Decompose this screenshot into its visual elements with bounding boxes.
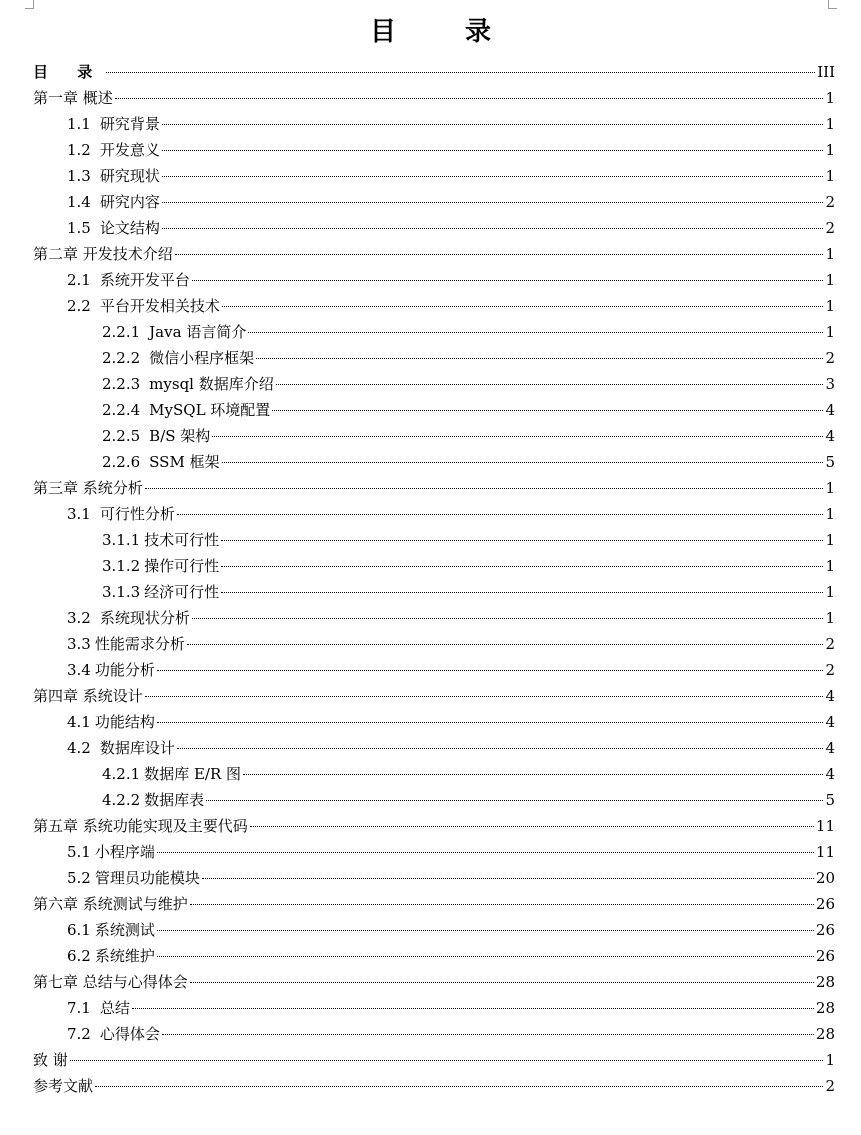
dot-leader xyxy=(212,436,823,437)
toc-entry-number: 2.2.5 xyxy=(102,427,141,445)
toc-entry-title xyxy=(67,163,160,189)
toc-entry-text: 第七章 总结与心得体会 xyxy=(33,973,188,991)
toc-entry[interactable] xyxy=(33,501,835,527)
toc-entry-text: 功能分析 xyxy=(94,661,155,679)
toc-entry-title xyxy=(102,319,246,345)
toc-entry[interactable] xyxy=(33,735,835,761)
dot-leader xyxy=(272,410,823,411)
toc-entry-page-number: 26 xyxy=(815,921,835,939)
dot-leader xyxy=(221,592,823,593)
toc-entry-text: 总结 xyxy=(99,999,130,1017)
toc-entry-title xyxy=(67,735,175,761)
toc-entry-page-number: 26 xyxy=(815,895,835,913)
toc-entry-text: 第五章 系统功能实现及主要代码 xyxy=(33,817,248,835)
dot-leader xyxy=(132,1008,814,1009)
toc-entry-title xyxy=(102,787,204,813)
toc-entry-title xyxy=(102,527,219,553)
toc-entry-number: 7.1 xyxy=(67,999,91,1017)
toc-entry[interactable] xyxy=(33,761,835,787)
toc-entry-page-number: 1 xyxy=(825,323,835,341)
toc-entry-text: 第六章 系统测试与维护 xyxy=(33,895,188,913)
toc-entry-title xyxy=(33,1047,68,1073)
toc-entry-title xyxy=(33,59,104,85)
dot-leader xyxy=(162,1034,814,1035)
toc-entry-number: 2.2.6 xyxy=(102,453,141,471)
toc-entry-number: 6.2 xyxy=(67,947,91,965)
toc-entry[interactable] xyxy=(33,189,835,215)
toc-entry-title xyxy=(67,189,160,215)
toc-entry-page-number: 1 xyxy=(825,167,835,185)
toc-entry[interactable] xyxy=(33,59,835,85)
toc-entry-page-number: III xyxy=(817,63,835,81)
toc-entry-page-number: 28 xyxy=(815,973,835,991)
toc-entry-text: 可行性分析 xyxy=(99,505,175,523)
toc-entry-page-number: 1 xyxy=(825,531,835,549)
toc-entry-page-number: 1 xyxy=(825,297,835,315)
toc-entry-title xyxy=(67,293,220,319)
toc-entry-text: 第四章 系统设计 xyxy=(33,687,143,705)
toc-entry[interactable] xyxy=(33,423,835,449)
toc-entry-page-number: 4 xyxy=(825,765,835,783)
toc-entry-page-number: 2 xyxy=(825,1077,835,1095)
toc-entry-title xyxy=(67,917,155,943)
toc-entry-text: 开发意义 xyxy=(99,141,160,159)
toc-entry[interactable] xyxy=(33,787,835,813)
toc-entry-page-number: 1 xyxy=(825,141,835,159)
toc-entry-title xyxy=(67,1021,160,1047)
toc-entry-text: MySQL 环境配置 xyxy=(149,401,271,419)
toc-entry-text: 性能需求分析 xyxy=(94,635,185,653)
toc-entry-number: 3.1.3 xyxy=(102,583,141,601)
toc-entry[interactable] xyxy=(33,579,835,605)
toc-entry-title xyxy=(102,761,241,787)
toc-entry-text: Java 语言简介 xyxy=(149,323,247,341)
dot-leader xyxy=(162,124,824,125)
toc-entry[interactable] xyxy=(33,397,835,423)
dot-leader xyxy=(256,358,823,359)
toc-entry[interactable] xyxy=(33,475,835,501)
dot-leader xyxy=(162,202,824,203)
toc-entry-title xyxy=(33,891,188,917)
toc-entry[interactable] xyxy=(33,449,835,475)
dot-leader xyxy=(190,904,814,905)
toc-entry-title xyxy=(102,449,220,475)
toc-entry[interactable] xyxy=(33,605,835,631)
toc-entry-text: 微信小程序框架 xyxy=(149,349,255,367)
toc-entry-page-number: 26 xyxy=(815,947,835,965)
toc-entry-number: 3.2 xyxy=(67,609,91,627)
toc-entry-title xyxy=(67,839,155,865)
toc-entry-text: B/S 架构 xyxy=(149,427,211,445)
toc-entry-text: 研究背景 xyxy=(99,115,160,133)
toc-entry[interactable] xyxy=(33,527,835,553)
toc-entry-text: 数据库 E/R 图 xyxy=(144,765,242,783)
toc-entry-page-number: 1 xyxy=(825,1051,835,1069)
toc-entry-text: 心得体会 xyxy=(99,1025,160,1043)
dot-leader xyxy=(95,1086,823,1087)
toc-entry-page-number: 28 xyxy=(815,999,835,1017)
toc-entry-page-number: 1 xyxy=(825,609,835,627)
toc-entry-title xyxy=(67,943,155,969)
toc-entry-title xyxy=(67,657,155,683)
toc-entry-text: 致 谢 xyxy=(33,1051,68,1069)
toc-entry-page-number: 2 xyxy=(825,661,835,679)
dot-leader xyxy=(175,254,824,255)
toc-entry-number: 1.4 xyxy=(67,193,91,211)
toc-entry-page-number: 5 xyxy=(825,453,835,471)
toc-entry-page-number: 1 xyxy=(825,479,835,497)
dot-leader xyxy=(192,280,824,281)
dot-leader xyxy=(190,982,814,983)
toc-entry[interactable] xyxy=(33,631,835,657)
dot-leader xyxy=(250,826,814,827)
toc-entry-page-number: 1 xyxy=(825,115,835,133)
toc-entry-page-number: 1 xyxy=(825,505,835,523)
dot-leader xyxy=(70,1060,824,1061)
toc-entry-text: 小程序端 xyxy=(94,843,155,861)
toc-entry-text: 第一章 概述 xyxy=(33,89,113,107)
dot-leader xyxy=(221,540,823,541)
toc-entry-page-number: 5 xyxy=(825,791,835,809)
dot-leader xyxy=(221,566,823,567)
toc-entry-text: 论文结构 xyxy=(99,219,160,237)
dot-leader xyxy=(157,852,814,853)
toc-entry-page-number: 1 xyxy=(825,245,835,263)
dot-leader xyxy=(222,462,824,463)
dot-leader xyxy=(202,878,814,879)
toc-entry-title xyxy=(102,553,219,579)
toc-entry[interactable] xyxy=(33,137,835,163)
toc-entry-number: 2.2.2 xyxy=(102,349,141,367)
toc-entry-title xyxy=(67,605,190,631)
dot-leader xyxy=(243,774,823,775)
toc-entry[interactable] xyxy=(33,1021,835,1047)
toc-entry[interactable] xyxy=(33,995,835,1021)
toc-entry-number: 3.1.2 xyxy=(102,557,141,575)
toc-entry-page-number: 1 xyxy=(825,89,835,107)
dot-leader xyxy=(115,98,824,99)
toc-entry-title xyxy=(67,501,175,527)
toc-entry-text: 管理员功能模块 xyxy=(94,869,200,887)
toc-entry-number: 2.2.1 xyxy=(102,323,141,341)
toc-entry-number: 1.2 xyxy=(67,141,91,159)
toc-entry-title xyxy=(67,709,155,735)
toc-entry-title xyxy=(33,241,173,267)
toc-entry[interactable] xyxy=(33,943,835,969)
toc-entry-text: 技术可行性 xyxy=(144,531,220,549)
dot-leader xyxy=(276,384,824,385)
toc-entry-text: 数据库设计 xyxy=(99,739,175,757)
toc-entry-page-number: 1 xyxy=(825,583,835,601)
toc-entry-text: 系统开发平台 xyxy=(99,271,190,289)
dot-leader xyxy=(157,670,824,671)
dot-leader xyxy=(157,722,824,723)
toc-entry-title xyxy=(33,813,248,839)
toc-entry[interactable] xyxy=(33,371,835,397)
toc-entry-page-number: 1 xyxy=(825,271,835,289)
toc-entry-number: 1.5 xyxy=(67,219,91,237)
dot-leader xyxy=(187,644,824,645)
table-of-contents xyxy=(33,59,835,1099)
toc-entry-number: 5.1 xyxy=(67,843,91,861)
toc-entry[interactable] xyxy=(33,1047,835,1073)
toc-entry-page-number: 2 xyxy=(825,193,835,211)
toc-entry-page-number: 2 xyxy=(825,219,835,237)
toc-entry-title xyxy=(67,137,160,163)
toc-entry-title xyxy=(102,397,270,423)
toc-entry-page-number: 4 xyxy=(825,401,835,419)
dot-leader xyxy=(106,72,815,73)
toc-entry-title xyxy=(67,865,200,891)
page-title: 目 录 xyxy=(369,17,522,47)
toc-entry-number: 2.2.3 xyxy=(102,375,141,393)
toc-entry-text: SSM 框架 xyxy=(149,453,220,471)
toc-entry-title xyxy=(102,423,210,449)
toc-entry-number: 6.1 xyxy=(67,921,91,939)
toc-entry-text: 数据库表 xyxy=(144,791,205,809)
toc-entry-number: 5.2 xyxy=(67,869,91,887)
toc-entry-title xyxy=(67,995,130,1021)
toc-entry[interactable] xyxy=(33,111,835,137)
toc-entry-page-number: 20 xyxy=(815,869,835,887)
dot-leader xyxy=(145,696,824,697)
toc-entry-text: 系统现状分析 xyxy=(99,609,190,627)
toc-entry[interactable] xyxy=(33,683,835,709)
toc-entry-text: 第三章 系统分析 xyxy=(33,479,143,497)
toc-entry-title xyxy=(33,1073,93,1099)
toc-entry-page-number: 11 xyxy=(815,817,835,835)
toc-entry[interactable] xyxy=(33,553,835,579)
toc-entry[interactable] xyxy=(33,1073,835,1099)
toc-entry-text: 系统测试 xyxy=(94,921,155,939)
page-corner-mark-left xyxy=(25,0,34,9)
toc-entry-number: 7.2 xyxy=(67,1025,91,1043)
toc-entry-number: 4.2 xyxy=(67,739,91,757)
toc-entry-page-number: 4 xyxy=(825,427,835,445)
toc-entry[interactable] xyxy=(33,319,835,345)
toc-entry-title xyxy=(67,631,185,657)
dot-leader xyxy=(177,748,824,749)
toc-entry-number: 3.3 xyxy=(67,635,91,653)
toc-entry-number: 2.2 xyxy=(67,297,91,315)
toc-entry-number: 1.1 xyxy=(67,115,91,133)
toc-entry-text: 经济可行性 xyxy=(144,583,220,601)
dot-leader xyxy=(192,618,824,619)
toc-entry-text: 研究现状 xyxy=(99,167,160,185)
toc-entry-page-number: 11 xyxy=(815,843,835,861)
toc-entry[interactable] xyxy=(33,657,835,683)
toc-entry-number: 3.1 xyxy=(67,505,91,523)
toc-entry[interactable] xyxy=(33,839,835,865)
toc-entry-title xyxy=(102,371,274,397)
toc-entry[interactable] xyxy=(33,709,835,735)
dot-leader xyxy=(206,800,823,801)
toc-entry-page-number: 4 xyxy=(825,713,835,731)
toc-entry-title xyxy=(67,215,160,241)
toc-entry[interactable] xyxy=(33,241,835,267)
dot-leader xyxy=(145,488,824,489)
toc-entry-number: 2.1 xyxy=(67,271,91,289)
toc-entry-text: mysql 数据库介绍 xyxy=(149,375,274,393)
dot-leader xyxy=(157,956,814,957)
toc-entry[interactable] xyxy=(33,345,835,371)
toc-entry-title xyxy=(102,579,219,605)
toc-entry-number: 2.2.4 xyxy=(102,401,141,419)
dot-leader xyxy=(222,306,824,307)
toc-entry-title xyxy=(67,111,160,137)
toc-entry-title xyxy=(67,267,190,293)
toc-entry-text: 操作可行性 xyxy=(144,557,220,575)
toc-entry-page-number: 2 xyxy=(825,349,835,367)
dot-leader xyxy=(162,176,824,177)
toc-entry[interactable] xyxy=(33,267,835,293)
toc-entry[interactable] xyxy=(33,293,835,319)
toc-entry-page-number: 4 xyxy=(825,739,835,757)
page-corner-mark-right xyxy=(828,0,837,9)
toc-entry-page-number: 3 xyxy=(825,375,835,393)
dot-leader xyxy=(248,332,823,333)
dot-leader xyxy=(157,930,814,931)
toc-entry-page-number: 2 xyxy=(825,635,835,653)
toc-entry[interactable] xyxy=(33,85,835,111)
toc-entry-title xyxy=(102,345,254,371)
toc-entry-title xyxy=(33,475,143,501)
toc-entry-number: 4.2.1 xyxy=(102,765,141,783)
dot-leader xyxy=(162,228,824,229)
dot-leader xyxy=(162,150,824,151)
toc-entry-text: 目 录 xyxy=(33,63,105,81)
toc-entry-number: 3.1.1 xyxy=(102,531,141,549)
toc-entry-number: 4.2.2 xyxy=(102,791,141,809)
toc-entry[interactable] xyxy=(33,865,835,891)
toc-entry-text: 平台开发相关技术 xyxy=(99,297,220,315)
toc-entry[interactable] xyxy=(33,813,835,839)
toc-entry[interactable] xyxy=(33,891,835,917)
toc-entry[interactable] xyxy=(33,917,835,943)
toc-entry-page-number: 1 xyxy=(825,557,835,575)
toc-entry[interactable] xyxy=(33,969,835,995)
toc-entry[interactable] xyxy=(33,163,835,189)
toc-entry-title xyxy=(33,85,113,111)
toc-entry-text: 第二章 开发技术介绍 xyxy=(33,245,173,263)
toc-entry-number: 1.3 xyxy=(67,167,91,185)
toc-entry[interactable] xyxy=(33,215,835,241)
toc-entry-title xyxy=(33,969,188,995)
toc-entry-number: 4.1 xyxy=(67,713,91,731)
toc-entry-page-number: 28 xyxy=(815,1025,835,1043)
toc-entry-text: 参考文献 xyxy=(33,1077,94,1095)
toc-entry-number: 3.4 xyxy=(67,661,91,679)
toc-entry-title xyxy=(33,683,143,709)
toc-entry-text: 系统维护 xyxy=(94,947,155,965)
toc-entry-page-number: 4 xyxy=(825,687,835,705)
dot-leader xyxy=(177,514,824,515)
toc-entry-text: 研究内容 xyxy=(99,193,160,211)
toc-entry-text: 功能结构 xyxy=(94,713,155,731)
